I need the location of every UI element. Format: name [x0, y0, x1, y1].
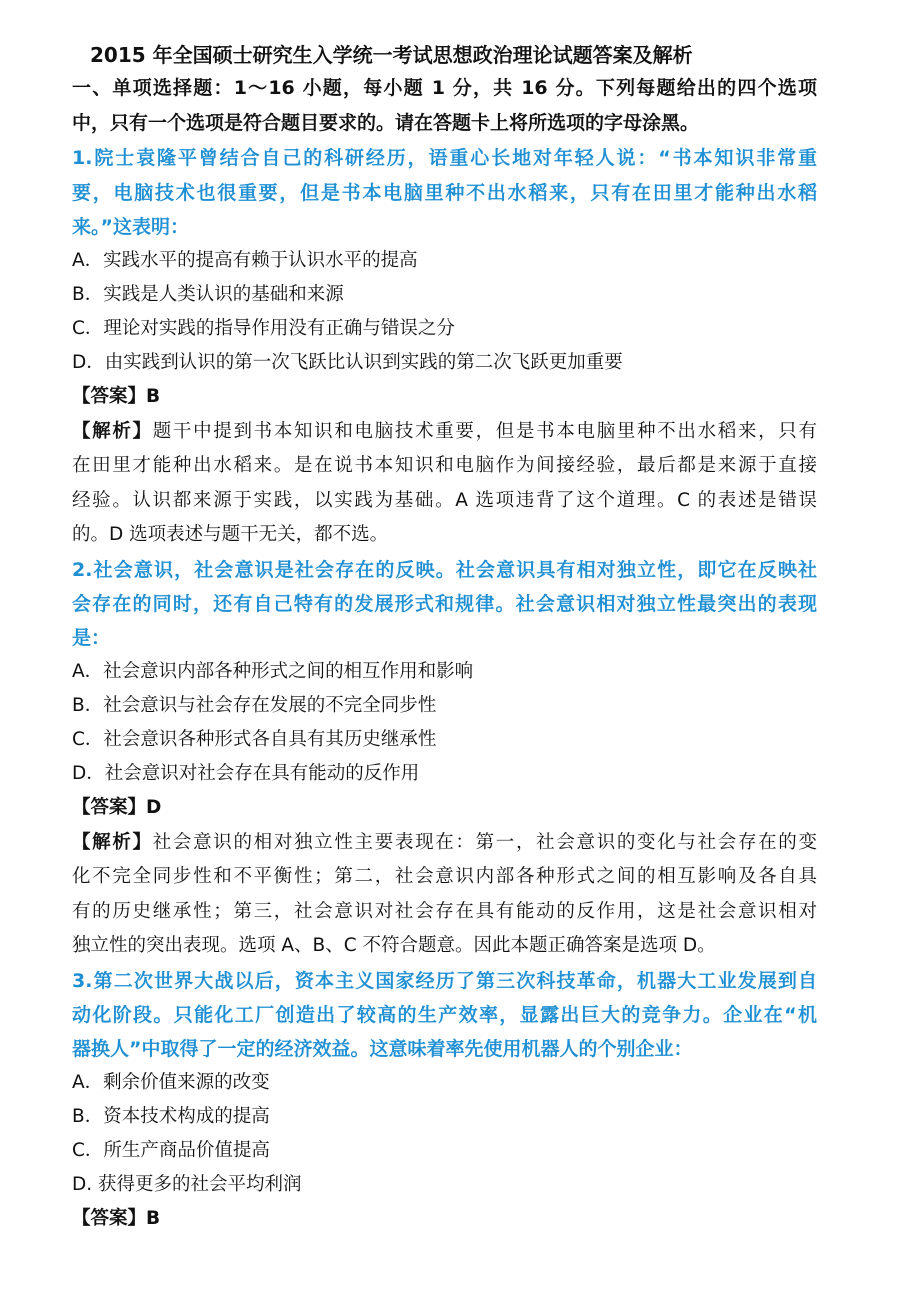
answer-label: 【答案】	[72, 797, 147, 818]
question-2-explanation-line-4: 独立性的突出表现。选项 A、B、C 不符合题意。因此本题正确答案是选项 D。	[72, 935, 716, 956]
question-3-option-c: C．所生产商品价值提高	[72, 1140, 270, 1161]
question-3-answer	[72, 1202, 817, 1236]
question-1-explanation-line-3: 经验。认识都来源于实践，以实践为基础。A 选项违背了这个道理。C 的表述是错误	[72, 490, 817, 511]
question-2-explanation-line-2: 化不完全同步性和不平衡性；第二，社会意识内部各种形式之间的相互影响及各自具	[72, 866, 817, 887]
question-2-answer	[72, 791, 817, 825]
question-2-explanation-line-1	[72, 826, 817, 860]
question-2-option-d: D．社会意识对社会存在具有能动的反作用	[72, 763, 420, 784]
question-1-stem-line-3: 来。”这表明：	[72, 216, 189, 238]
explanation-label: 【解析】	[72, 421, 153, 442]
question-2-explanation-line-3: 有的历史继承性；第三，社会意识对社会存在具有能动的反作用，这是社会意识相对	[72, 901, 817, 922]
question-2-stem-line-3: 是：	[72, 627, 111, 649]
question-2-stem-line-1: 2.社会意识，社会意识是社会存在的反映。社会意识具有相对独立性，即它在反映社	[72, 559, 817, 581]
explanation-label: 【解析】	[72, 832, 153, 853]
page-title: 2015 年全国硕士研究生入学统一考试思想政治理论试题答案及解析	[90, 43, 693, 67]
question-3-option-b: B．资本技术构成的提高	[72, 1106, 270, 1127]
question-1-option-a: A．实践水平的提高有赖于认识水平的提高	[72, 250, 418, 271]
question-2-option-b: B．社会意识与社会存在发展的不完全同步性	[72, 695, 437, 716]
question-1-explanation-line-4: 的。D 选项表述与题干无关，都不选。	[72, 524, 389, 545]
question-1-answer	[72, 380, 817, 414]
answer-label: 【答案】	[72, 386, 147, 407]
explanation-text: 题干中提到书本知识和电脑技术重要，但是书本电脑里种不出水稻来，只有	[152, 421, 817, 442]
explanation-text: 社会意识的相对独立性主要表现在：第一，社会意识的变化与社会存在的变	[152, 832, 817, 853]
answer-value: B	[146, 1208, 161, 1229]
question-3-stem-line-3: 器换人”中取得了一定的经济效益。这意味着率先使用机器人的个别企业：	[72, 1038, 693, 1060]
question-1-option-b: B．实践是人类认识的基础和来源	[72, 284, 344, 305]
answer-label: 【答案】	[72, 1208, 147, 1229]
question-1-option-c: C．理论对实践的指导作用没有正确与错误之分	[72, 318, 455, 339]
answer-value: D	[146, 797, 162, 818]
question-3-option-a: A．剩余价值来源的改变	[72, 1072, 270, 1093]
question-1-explanation-line-1	[72, 415, 817, 449]
question-2-option-c: C．社会意识各种形式各自具有其历史继承性	[72, 729, 437, 750]
question-2-option-a: A．社会意识内部各种形式之间的相互作用和影响	[72, 661, 474, 682]
question-1-stem-line-2: 要，电脑技术也很重要，但是书本电脑里种不出水稻来，只有在田里才能种出水稻	[72, 182, 817, 204]
question-2-stem-line-2: 会存在的同时，还有自己特有的发展形式和规律。社会意识相对独立性最突出的表现	[72, 593, 817, 615]
answer-value: B	[146, 386, 161, 407]
question-1-option-d: D．由实践到认识的第一次飞跃比认识到实践的第二次飞跃更加重要	[72, 352, 623, 373]
question-3-stem-line-2: 动化阶段。只能化工厂创造出了较高的生产效率，显露出巨大的竞争力。企业在“机	[72, 1004, 817, 1026]
question-3-stem-line-1: 3.第二次世界大战以后，资本主义国家经历了第三次科技革命，机器大工业发展到自	[72, 970, 817, 992]
question-1-explanation-line-2: 在田里才能种出水稻来。是在说书本知识和电脑作为间接经验，最后都是来源于直接	[72, 455, 817, 476]
question-1-stem-line-1: 1.院士袁隆平曾结合自己的科研经历，语重心长地对年轻人说：“书本知识非常重	[72, 147, 817, 169]
section-header-line-2: 中，只有一个选项是符合题目要求的。请在答题卡上将所选项的字母涂黑。	[72, 112, 700, 134]
section-header-line-1: 一、单项选择题：1～16 小题，每小题 1 分，共 16 分。下列每题给出的四个选项	[72, 77, 817, 99]
question-3-option-d: D. 获得更多的社会平均利润	[72, 1174, 302, 1195]
